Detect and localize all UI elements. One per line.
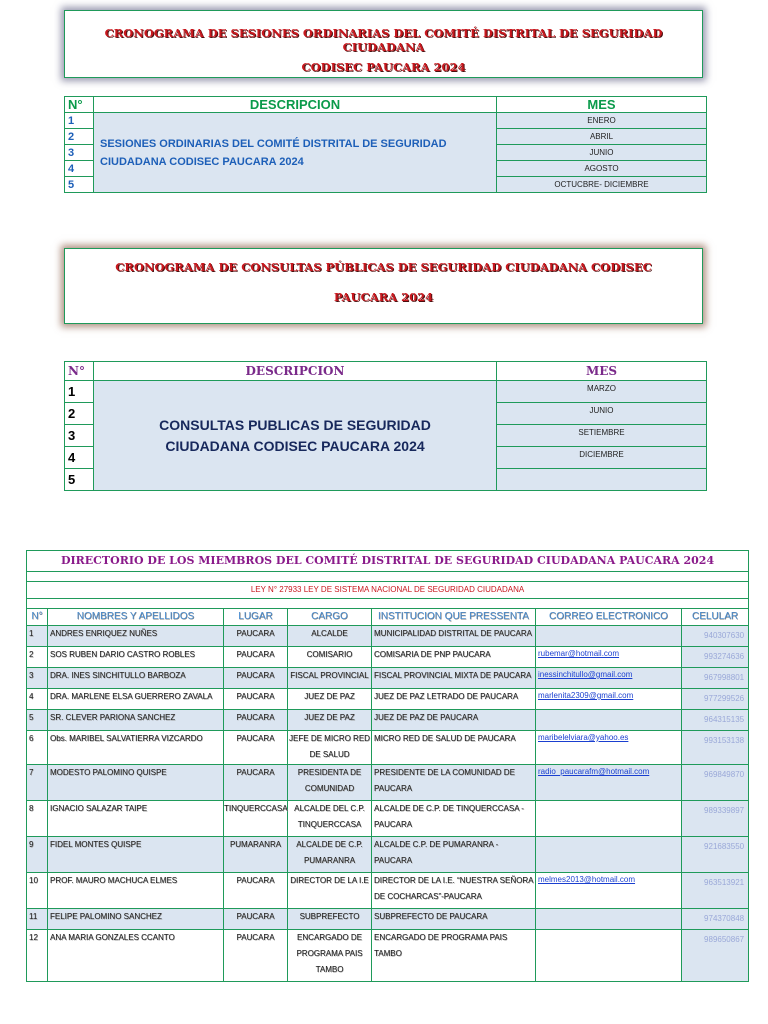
directory-header-place: LUGAR: [224, 609, 288, 626]
consultations-row-number: 3: [65, 425, 94, 447]
consultations-schedule-title-line1: CRONOGRAMA DE CONSULTAS PÚBLICAS DE SEGURIDAD CIUDADANA CODISEC: [115, 260, 652, 274]
directory-row-institution: SUBPREFECTO DE PAUCARA: [372, 909, 536, 930]
consultations-month: MARZO: [497, 381, 707, 403]
directory-row-name: FELIPE PALOMINO SANCHEZ: [48, 909, 224, 930]
directory-row-name: Obs. MARIBEL SALVATIERRA VIZCARDO: [48, 731, 224, 765]
directory-row: [27, 930, 749, 982]
directory-row-number: 8: [27, 801, 48, 837]
directory-row-institution: ENCARGADO DE PROGRAMA PAIS TAMBO: [372, 930, 536, 982]
directory-row: [27, 626, 749, 647]
directory-row-name: SOS RUBEN DARIO CASTRO ROBLES: [48, 647, 224, 668]
sessions-schedule-title-box: [64, 10, 703, 78]
directory-row-number: 7: [27, 765, 48, 801]
directory-row-name: FIDEL MONTES QUISPE: [48, 837, 224, 873]
directory-row-number: 12: [27, 930, 48, 982]
directory-row-name: ANDRES ENRIQUEZ NUÑES: [48, 626, 224, 647]
directory-row-place: PAUCARA: [224, 930, 288, 982]
directory-row-number: 3: [27, 668, 48, 689]
directory-row-number: 4: [27, 689, 48, 710]
directory-spacer: [27, 572, 749, 582]
directory-row-email[interactable]: rubemar@hotmail.com: [536, 647, 682, 668]
directory-row: [27, 873, 749, 909]
directory-row-email: [536, 710, 682, 731]
consultations-description: CONSULTAS PUBLICAS DE SEGURIDAD CIUDADANA CODISEC PAUCARA 2024: [94, 381, 497, 491]
directory-row-phone: 969849870: [682, 765, 749, 801]
directory-header-email: CORREO ELECTRONICO: [536, 609, 682, 626]
directory-header-name: NOMBRES Y APELLIDOS: [48, 609, 224, 626]
directory-row: [27, 801, 749, 837]
sessions-schedule-title-line2: CODISEC PAUCARA 2024: [301, 60, 466, 74]
directory-row-name: PROF. MAURO MACHUCA ELMES: [48, 873, 224, 909]
directory-row-place: PAUCARA: [224, 689, 288, 710]
consultations-row-number: 4: [65, 447, 94, 469]
sessions-row-number: 1: [65, 113, 94, 129]
directory-row-number: 5: [27, 710, 48, 731]
consultations-header-description: DESCRIPCION: [94, 362, 497, 381]
directory-row-institution: ALCALDE C.P. DE PUMARANRA -PAUCARA: [372, 837, 536, 873]
directory-row-institution: ALCALDE DE C.P. DE TINQUERCCASA -PAUCARA: [372, 801, 536, 837]
directory-row: [27, 689, 749, 710]
directory-row-number: 2: [27, 647, 48, 668]
directory-row-institution: JUEZ DE PAZ LETRADO DE PAUCARA: [372, 689, 536, 710]
directory-row-place: PAUCARA: [224, 873, 288, 909]
directory-row-institution: JUEZ DE PAZ DE PAUCARA: [372, 710, 536, 731]
sessions-row-number: 4: [65, 161, 94, 177]
directory-row: [27, 668, 749, 689]
directory-row-phone: 977299526: [682, 689, 749, 710]
directory-header-phone: CELULAR: [682, 609, 749, 626]
directory-table: [26, 550, 749, 982]
directory-row-institution: DIRECTOR DE LA I.E. “NUESTRA SEÑORA DE COCHARCAS”-PAUCARA: [372, 873, 536, 909]
directory-row-email: [536, 837, 682, 873]
directory-row-institution: FISCAL PROVINCIAL MIXTA DE PAUCARA: [372, 668, 536, 689]
directory-row-place: PAUCARA: [224, 765, 288, 801]
directory-row-place: PAUCARA: [224, 626, 288, 647]
sessions-month: AGOSTO: [497, 161, 707, 177]
directory-row-role: ENCARGADO DE PROGRAMA PAIS TAMBO: [288, 930, 372, 982]
directory-row-phone: 964315135: [682, 710, 749, 731]
consultations-row-number: 5: [65, 469, 94, 491]
sessions-schedule-title-line1: CRONOGRAMA DE SESIONES ORDINARIAS DEL COMITÉ DISTRITAL DE SEGURIDAD CIUDADANA: [104, 26, 663, 54]
directory-row-number: 9: [27, 837, 48, 873]
directory-body: [27, 626, 749, 982]
sessions-header-number: N°: [65, 97, 94, 113]
consultations-month: DICIEMBRE: [497, 447, 707, 469]
directory-row-institution: MICRO RED DE SALUD DE PAUCARA: [372, 731, 536, 765]
directory-row-name: SR. CLEVER PARIONA SANCHEZ: [48, 710, 224, 731]
directory-row-email: [536, 626, 682, 647]
directory-row-place: PUMARANRA: [224, 837, 288, 873]
directory-row: [27, 710, 749, 731]
directory-row-phone: 940307630: [682, 626, 749, 647]
sessions-header-month: MES: [497, 97, 707, 113]
directory-row: [27, 731, 749, 765]
directory-row-email[interactable]: melmes2013@hotmail.com: [536, 873, 682, 909]
directory-row-role: ALCALDE DEL C.P. TINQUERCCASA: [288, 801, 372, 837]
directory-header-role: CARGO: [288, 609, 372, 626]
consultations-row-number: 2: [65, 403, 94, 425]
directory-row-place: PAUCARA: [224, 731, 288, 765]
directory-row-email: [536, 909, 682, 930]
directory-title: DIRECTORIO DE LOS MIEMBROS DEL COMITÉ DISTRITAL DE SEGURIDAD CIUDADANA PAUCARA 2024: [27, 551, 749, 572]
directory-row-phone: 967998801: [682, 668, 749, 689]
directory-row-name: DRA. INES SINCHITULLO BARBOZA: [48, 668, 224, 689]
consultations-header-number: N°: [65, 362, 94, 381]
consultations-schedule-title-box: [64, 248, 703, 324]
directory-row: [27, 765, 749, 801]
directory-row-phone: 974370848: [682, 909, 749, 930]
sessions-month: ENERO: [497, 113, 707, 129]
sessions-table: [64, 96, 707, 193]
consultations-table: [64, 361, 707, 491]
sessions-month: ABRIL: [497, 129, 707, 145]
directory-header-number: N°: [27, 609, 48, 626]
consultations-schedule-title-line2: PAUCARA 2024: [333, 290, 434, 304]
consultations-header-month: MES: [497, 362, 707, 381]
directory-row-number: 6: [27, 731, 48, 765]
directory-row-institution: COMISARIA DE PNP PAUCARA: [372, 647, 536, 668]
directory-spacer: [27, 599, 749, 609]
sessions-month: JUNIO: [497, 145, 707, 161]
sessions-month: OCTUCBRE- DICIEMBRE: [497, 177, 707, 193]
directory-row-name: DRA. MARLENE ELSA GUERRERO ZAVALA: [48, 689, 224, 710]
directory-header-institution: INSTITUCION QUE PRESSENTA: [372, 609, 536, 626]
sessions-row-number: 3: [65, 145, 94, 161]
consultations-month: [497, 469, 707, 491]
directory-row-place: PAUCARA: [224, 909, 288, 930]
directory-row-phone: 963513921: [682, 873, 749, 909]
directory-row-number: 1: [27, 626, 48, 647]
directory-row-institution: PRESIDENTE DE LA COMUNIDAD DE PAUCARA: [372, 765, 536, 801]
directory-row-phone: 989339897: [682, 801, 749, 837]
directory-row-phone: 921683550: [682, 837, 749, 873]
directory-row-phone: 989650867: [682, 930, 749, 982]
directory-row-role: PRESIDENTA DE COMUNIDAD: [288, 765, 372, 801]
directory-law: LEY N° 27933 LEY DE SISTEMA NACIONAL DE SEGURIDAD CIUDADANA: [27, 582, 749, 599]
directory-row-number: 10: [27, 873, 48, 909]
directory-row-role: FISCAL PROVINCIAL: [288, 668, 372, 689]
directory-row-phone: 993153138: [682, 731, 749, 765]
directory-row-name: MODESTO PALOMINO QUISPE: [48, 765, 224, 801]
directory-row-email[interactable]: marlenita2309@gmail.com: [536, 689, 682, 710]
directory-row-role: ALCALDE DE C.P. PUMARANRA: [288, 837, 372, 873]
directory-row-name: ANA MARIA GONZALES CCANTO: [48, 930, 224, 982]
directory-row-email[interactable]: maribelelviara@yahoo.es: [536, 731, 682, 765]
directory-row-role: JUEZ DE PAZ: [288, 689, 372, 710]
directory-row-email[interactable]: inessinchitullo@gmail.com: [536, 668, 682, 689]
directory-row-place: PAUCARA: [224, 668, 288, 689]
sessions-description: SESIONES ORDINARIAS DEL COMITÉ DISTRITAL DE SEGURIDAD CIUDADANA CODISEC PAUCARA 2024: [94, 113, 497, 193]
consultations-month: JUNIO: [497, 403, 707, 425]
sessions-row-number: 5: [65, 177, 94, 193]
directory-row: [27, 837, 749, 873]
sessions-row-number: 2: [65, 129, 94, 145]
consultations-month: SETIEMBRE: [497, 425, 707, 447]
directory-row-number: 11: [27, 909, 48, 930]
directory-row-role: DIRECTOR DE LA I.E: [288, 873, 372, 909]
directory-row-place: PAUCARA: [224, 647, 288, 668]
directory-row-role: SUBPREFECTO: [288, 909, 372, 930]
directory-row-email: [536, 930, 682, 982]
consultations-row-number: 1: [65, 381, 94, 403]
directory-row-role: ALCALDE: [288, 626, 372, 647]
directory-row-email[interactable]: radio_paucarafm@hotmail.com: [536, 765, 682, 801]
directory-row: [27, 647, 749, 668]
directory-row-role: COMISARIO: [288, 647, 372, 668]
sessions-header-description: DESCRIPCION: [94, 97, 497, 113]
directory-row-role: JUEZ DE PAZ: [288, 710, 372, 731]
directory-row-place: TINQUERCCASA: [224, 801, 288, 837]
directory-row-role: JEFE DE MICRO RED DE SALUD: [288, 731, 372, 765]
directory-row-name: IGNACIO SALAZAR TAIPE: [48, 801, 224, 837]
directory-row-email: [536, 801, 682, 837]
directory-row-phone: 993274636: [682, 647, 749, 668]
directory-row-place: PAUCARA: [224, 710, 288, 731]
directory-row: [27, 909, 749, 930]
directory-row-institution: MUNICIPALIDAD DISTRITAL DE PAUCARA: [372, 626, 536, 647]
